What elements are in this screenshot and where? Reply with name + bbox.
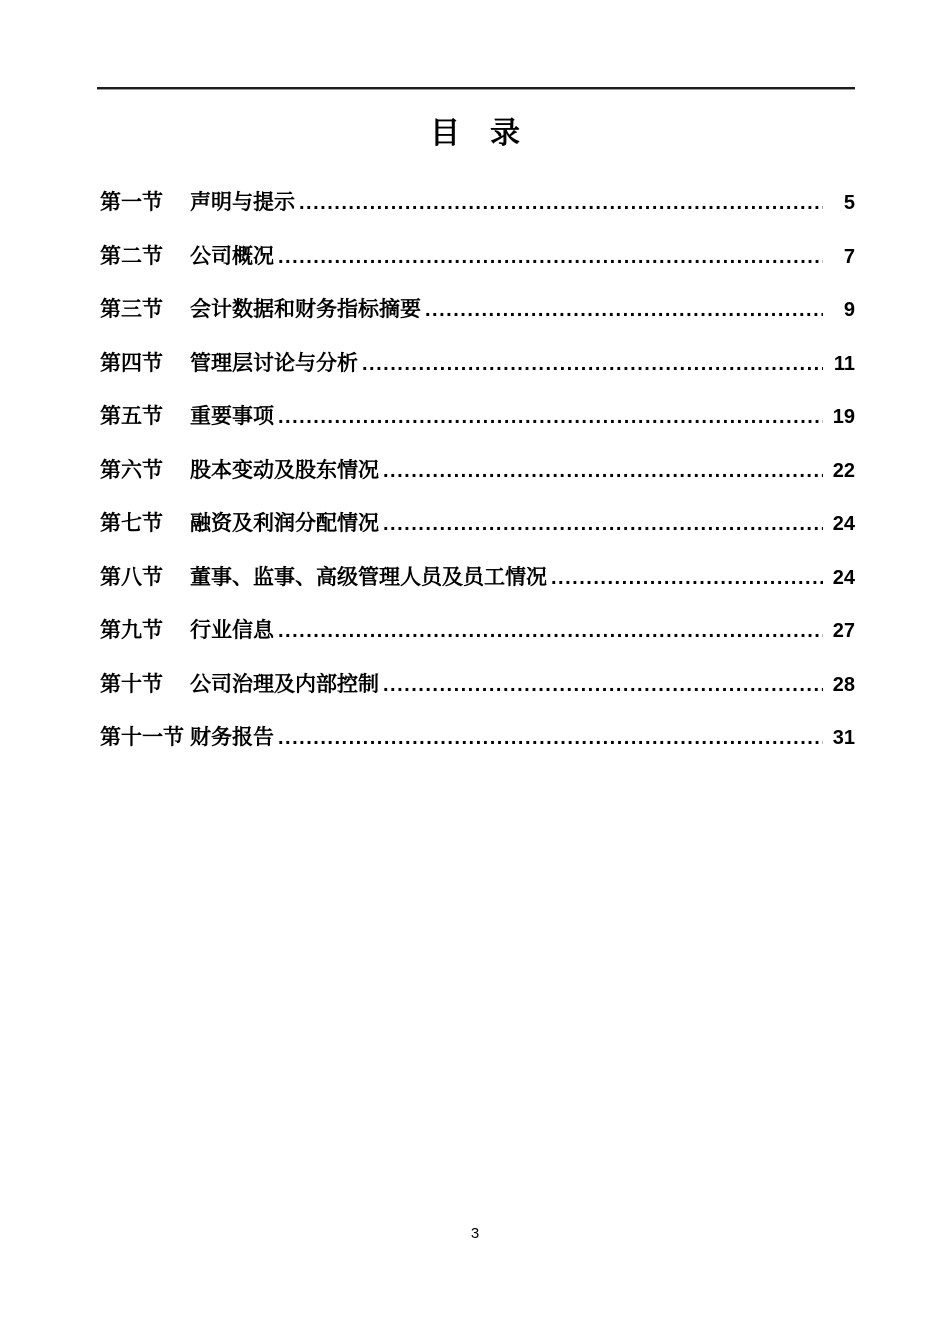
toc-entry-page: 5 (843, 192, 855, 214)
toc-entry-title: 行业信息 (190, 619, 274, 642)
toc-entry-section: 第三节 (100, 298, 163, 321)
page-title: 目 录 (430, 117, 520, 150)
dot-leader (299, 190, 823, 216)
toc-entry-section: 第五节 (100, 405, 163, 428)
toc-entry[interactable] (100, 618, 855, 644)
toc-entry[interactable] (100, 725, 855, 751)
toc-entry-title: 公司概况 (190, 244, 274, 268)
toc-entry-page: 28 (832, 673, 855, 696)
toc-entry-page: 19 (832, 406, 855, 428)
toc-entry[interactable] (100, 190, 855, 216)
toc-entry-section: 第十节 (100, 672, 163, 696)
toc-entry-section: 第四节 (100, 351, 163, 375)
toc-entry-section: 第二节 (100, 244, 163, 268)
toc-entry[interactable] (100, 565, 855, 591)
toc-entry[interactable] (100, 351, 855, 377)
dot-leader (362, 351, 823, 377)
toc-entry[interactable] (100, 297, 855, 323)
toc-entry[interactable] (100, 458, 855, 484)
toc-entry-page: 7 (843, 245, 855, 268)
footer-page-number: 3 (470, 1225, 480, 1242)
toc-list (100, 190, 855, 779)
dot-leader (551, 565, 823, 591)
toc-entry-page: 27 (832, 620, 855, 642)
toc-entry-section: 第十一节 (100, 726, 184, 749)
dot-leader (278, 404, 823, 430)
toc-entry-page: 9 (843, 299, 855, 321)
dot-leader (278, 244, 823, 270)
toc-entry-section: 第六节 (100, 458, 163, 482)
toc-entry[interactable] (100, 672, 855, 698)
toc-entry-title: 股本变动及股东情况 (190, 458, 379, 482)
toc-entry[interactable] (100, 404, 855, 430)
toc-entry-page: 24 (832, 566, 855, 589)
toc-entry[interactable] (100, 244, 855, 270)
toc-entry-title: 声明与提示 (190, 191, 295, 214)
toc-entry-section: 第八节 (100, 565, 163, 589)
toc-entry-title: 融资及利润分配情况 (190, 512, 379, 535)
header-divider (97, 87, 855, 90)
toc-entry-title: 会计数据和财务指标摘要 (190, 298, 421, 321)
toc-entry-title: 财务报告 (190, 726, 274, 749)
toc-entry[interactable] (100, 511, 855, 537)
toc-entry-page: 22 (832, 459, 855, 482)
toc-entry-section: 第七节 (100, 512, 163, 535)
toc-entry-title: 重要事项 (190, 405, 274, 428)
dot-leader (383, 458, 823, 484)
toc-entry-title: 董事、监事、高级管理人员及员工情况 (190, 565, 547, 589)
dot-leader (278, 618, 823, 644)
toc-entry-page: 31 (832, 727, 855, 749)
toc-entry-section: 第九节 (100, 619, 163, 642)
dot-leader (425, 297, 823, 323)
toc-entry-section: 第一节 (100, 191, 163, 214)
toc-entry-page: 24 (832, 513, 855, 535)
dot-leader (383, 672, 823, 698)
dot-leader (278, 725, 823, 751)
toc-entry-title: 管理层讨论与分析 (190, 351, 358, 375)
dot-leader (383, 511, 823, 537)
toc-entry-page: 11 (833, 352, 855, 375)
toc-entry-title: 公司治理及内部控制 (190, 672, 379, 696)
